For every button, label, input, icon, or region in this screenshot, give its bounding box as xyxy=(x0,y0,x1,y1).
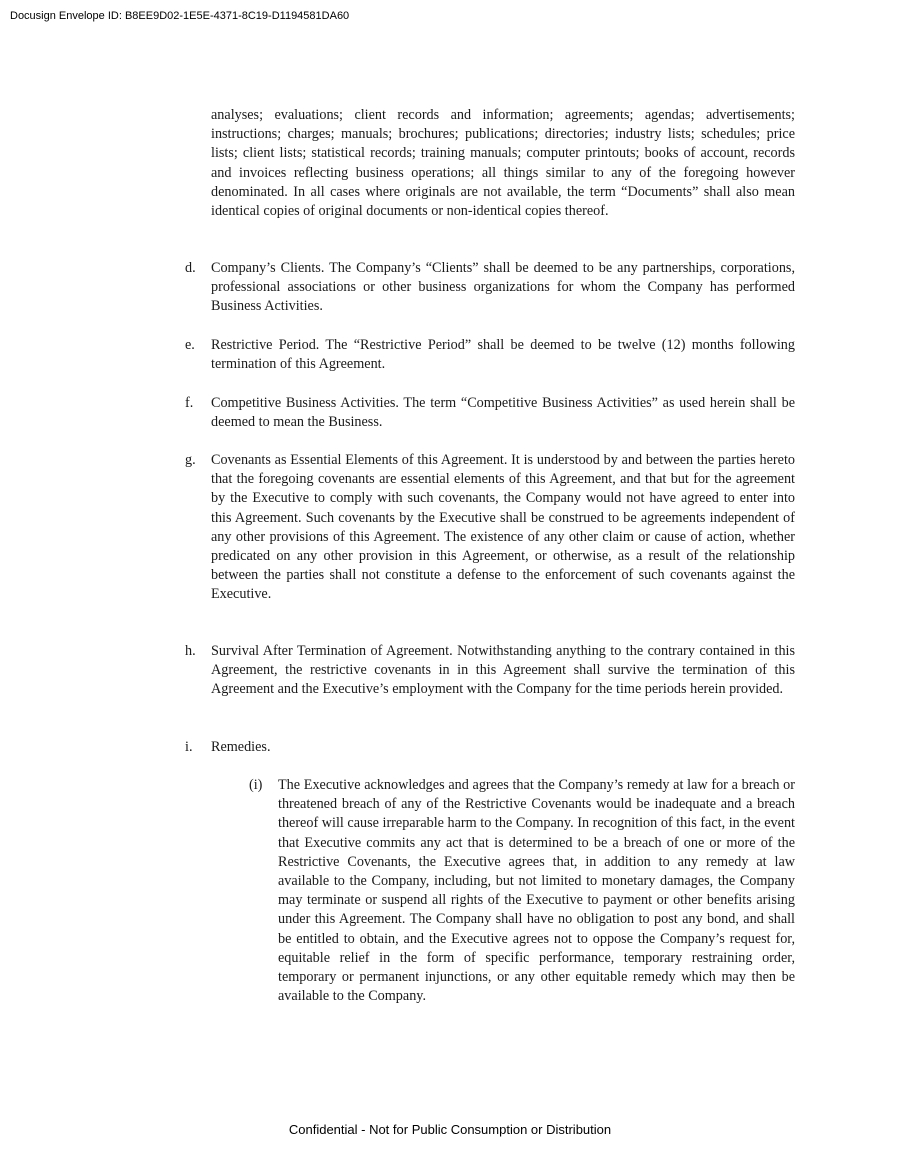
section-text: Restrictive Period. The “Restrictive Period” shall be deemed to be twelve (12) months following termination of this Agreement. xyxy=(211,337,795,373)
section-text: Company’s Clients. The Company’s “Clients” shall be deemed to be any partnerships, corporations, professional associations or other business organizations for whom the Company has performed Business Activities. xyxy=(211,260,795,315)
section-g xyxy=(185,451,795,605)
confidential-footer: Confidential - Not for Public Consumption or Distribution xyxy=(288,1122,612,1137)
section-text: Competitive Business Activities. The term “Competitive Business Activities” as used herein shall be deemed to mean the Business. xyxy=(211,395,795,431)
section-label: d. xyxy=(185,260,196,276)
envelope-id: Docusign Envelope ID: B8EE9D02-1E5E-4371-8C19-D1194581DA60 xyxy=(10,10,350,22)
section-label: e. xyxy=(185,337,195,353)
section-d xyxy=(185,259,795,317)
subsection-text: The Executive acknowledges and agrees that the Company’s remedy at law for a breach or threatened breach of any of the Restrictive Covenants would be inadequate and a breach thereof will cause irreparable harm to the Company. In recognition of this fact, in the event that Executive commits any act that is determined to be a breach of one or more of the Restrictive Covenants, the Executive agrees that, in addition to any remedy at law available to the Company, including, but not limited to monetary damages, the Company may terminate or suspend all rights of the Executive to payment or other benefits arising under this Agreement. The Company shall have no obligation to post any bond, and shall be entitled to obtain, and the Executive agrees not to oppose the Company’s request for, equitable relief in the form of specific performance, temporary restraining order, temporary or permanent injunctions, or any other equitable remedy which may then be available to the Company. xyxy=(278,777,795,1005)
section-label: h. xyxy=(185,643,196,659)
section-label: f. xyxy=(185,395,194,411)
section-i xyxy=(185,738,795,757)
subsection-i xyxy=(249,776,795,1006)
section-label: i. xyxy=(185,739,193,755)
section-text: Survival After Termination of Agreement. Notwithstanding anything to the contrary contained in this Agreement, the restrictive covenants in in this Agreement shall survive the termination of this Agreement and the Executive’s employment with the Company for the time periods herein provided. xyxy=(211,643,795,698)
section-text: Covenants as Essential Elements of this Agreement. It is understood by and between the parties hereto that the foregoing covenants are essential elements of this Agreement, and that but for the agreement by the Executive to comply with such covenants, the Company would not have agreed to enter into this Agreement. Such covenants by the Executive shall be construed to be agreements independent of any other provisions of this Agreement. The existence of any other claim or cause of action, whether predicated on any other provision in this Agreement, or otherwise, as a result of the relationship between the parties shall not constitute a defense to the enforcement of such covenants against the Executive. xyxy=(211,452,795,603)
intro-paragraph: analyses; evaluations; client records and information; agreements; agendas; advertisements; instructions; charges; manuals; brochures; publications; directories; industry lists; schedules; price lists; client lists; statistical records; training manuals; computer printouts; books of account, records and invoices reflecting business operations; all things similar to any of the foregoing however denominated. In all cases where originals are not available, the term “Documents” shall also mean identical copies of original documents or non-identical copies thereof. xyxy=(211,107,795,220)
section-e xyxy=(185,336,795,374)
section-text: Remedies. xyxy=(211,739,271,755)
section-f xyxy=(185,394,795,432)
section-h xyxy=(185,642,795,700)
subsection-label: (i) xyxy=(249,777,263,793)
section-label: g. xyxy=(185,452,196,468)
